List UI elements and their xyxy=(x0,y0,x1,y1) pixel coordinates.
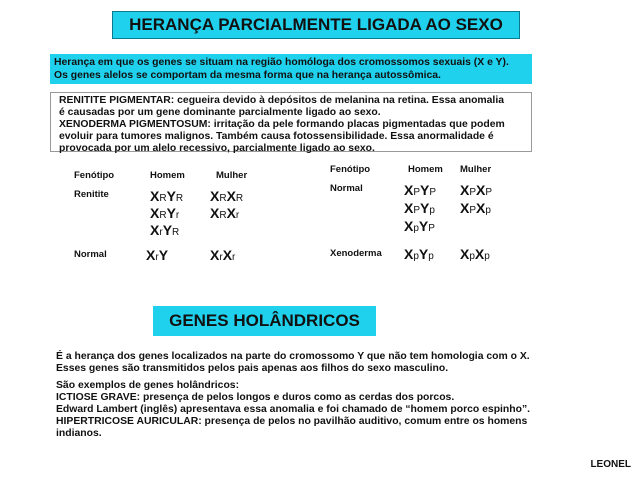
allele-letter: R xyxy=(235,193,244,204)
allele-letter: P xyxy=(485,187,493,198)
genotype xyxy=(150,205,179,221)
chromosome-letter: X xyxy=(222,247,233,263)
paragraph-line: Esses genes são transmitidos pelos pais apenas aos filhos do sexo masculino. xyxy=(56,363,449,374)
allele-letter: p xyxy=(428,251,434,262)
chromosome-letter: Y xyxy=(418,218,429,234)
chromosome-letter: Y xyxy=(420,182,430,198)
allele-letter: p xyxy=(429,205,435,216)
chromosome-letter: X xyxy=(150,222,160,238)
allele-letter: P xyxy=(469,205,477,216)
description-line: é causadas por um gene dominante parcialmente ligado ao sexo. xyxy=(59,107,381,118)
description-line: RENITITE PIGMENTAR: cegueira devido à depósitos de melanina na retina. Essa anomalia xyxy=(59,95,504,106)
chromosome-letter: X xyxy=(226,188,236,204)
chromosome-letter: X xyxy=(146,247,156,263)
chromosome-letter: X xyxy=(150,188,160,204)
chromosome-letter: Y xyxy=(158,247,169,263)
row-label: Normal xyxy=(74,249,107,260)
header-female: Mulher xyxy=(460,164,492,175)
genotype xyxy=(146,247,168,263)
genotype xyxy=(210,205,239,221)
allele-letter: P xyxy=(469,187,477,198)
allele-letter: p xyxy=(413,251,419,262)
intro-box xyxy=(50,54,532,84)
allele-letter: R xyxy=(172,227,180,238)
genotype xyxy=(460,200,491,216)
chromosome-letter: X xyxy=(404,182,414,198)
genotype xyxy=(404,182,436,198)
genotype xyxy=(150,188,183,204)
description-line: XENODERMA PIGMENTOSUM: irritação da pele formando placas pigmentadas que podem xyxy=(59,119,505,130)
allele-letter: r xyxy=(219,252,223,263)
allele-letter: R xyxy=(159,210,167,221)
chromosome-letter: Y xyxy=(166,188,176,204)
header-male: Homem xyxy=(408,164,443,175)
paragraph-line: Edward Lambert (inglês) apresentava essa anomalia e foi chamado de “homem porco espinho”. xyxy=(56,404,531,415)
row-label: Renitite xyxy=(74,189,109,200)
allele-letter: P xyxy=(413,205,421,216)
intro-line: Herança em que os genes se situam na região homóloga dos cromossomos sexuais (X e Y). xyxy=(54,57,509,68)
allele-letter: R xyxy=(159,193,167,204)
chromosome-letter: X xyxy=(404,200,414,216)
allele-letter: r xyxy=(159,227,163,238)
allele-letter: R xyxy=(219,193,227,204)
header-male: Homem xyxy=(150,170,185,181)
genotype xyxy=(460,182,492,198)
allele-letter: r xyxy=(155,252,159,263)
allele-letter: p xyxy=(485,205,491,216)
genotype xyxy=(150,222,179,238)
chromosome-letter: X xyxy=(150,205,160,221)
chromosome-letter: X xyxy=(404,246,414,262)
chromosome-letter: X xyxy=(474,246,485,262)
description-box xyxy=(50,92,532,152)
chromosome-letter: X xyxy=(210,188,220,204)
allele-letter: p xyxy=(469,251,475,262)
genotype xyxy=(404,218,435,234)
allele-letter: P xyxy=(428,223,435,234)
header-phenotype: Fenótipo xyxy=(74,170,115,181)
holandric-definition xyxy=(56,351,556,375)
allele-letter: p xyxy=(413,223,419,234)
row-label: Normal xyxy=(330,183,363,194)
holandric-title: GENES HOLÂNDRICOS xyxy=(153,306,376,336)
allele-letter: p xyxy=(484,251,490,262)
author-signature: LEONEL xyxy=(590,459,631,470)
paragraph-line: ICTIOSE GRAVE: presença de pelos longos e duros como as cerdas dos porcos. xyxy=(56,392,455,403)
description-line: evoluir para tumores malignos. Também causa fotossensibilidade. Essa anormalidade é xyxy=(59,131,494,142)
chromosome-letter: X xyxy=(476,182,486,198)
allele-letter: P xyxy=(429,187,437,198)
allele-letter: r xyxy=(232,252,236,263)
description-line: provocada por um alelo recessivo, parcialmente ligado ao sexo. xyxy=(59,143,375,154)
paragraph-line: HIPERTRICOSE AURICULAR: presença de pelos no pavilhão auditivo, comum entre os homens xyxy=(56,416,528,427)
allele-letter: P xyxy=(413,187,421,198)
page-title: HERANÇA PARCIALMENTE LIGADA AO SEXO xyxy=(112,11,520,39)
allele-letter: R xyxy=(175,193,184,204)
genotype xyxy=(404,200,435,216)
chromosome-letter: X xyxy=(210,205,220,221)
chromosome-letter: X xyxy=(460,200,470,216)
chromosome-letter: X xyxy=(476,200,486,216)
header-female: Mulher xyxy=(216,170,248,181)
header-phenotype: Fenótipo xyxy=(330,164,371,175)
chromosome-letter: Y xyxy=(418,246,429,262)
paragraph-line: É a herança dos genes localizados na parte do cromossomo Y que não tem homologia com o X. xyxy=(56,351,530,362)
genotype xyxy=(210,247,235,263)
row-label: Xenoderma xyxy=(330,248,382,259)
paragraph-line: indianos. xyxy=(56,428,102,439)
genotype xyxy=(460,246,490,262)
chromosome-letter: Y xyxy=(420,200,430,216)
intro-line: Os genes alelos se comportam da mesma forma que na herança autossômica. xyxy=(54,70,441,81)
chromosome-letter: X xyxy=(460,182,470,198)
chromosome-letter: X xyxy=(460,246,470,262)
chromosome-letter: Y xyxy=(166,205,176,221)
allele-letter: r xyxy=(235,210,240,221)
allele-letter: r xyxy=(175,210,180,221)
chromosome-letter: X xyxy=(210,247,220,263)
chromosome-letter: X xyxy=(226,205,236,221)
chromosome-letter: Y xyxy=(162,222,173,238)
genotype xyxy=(404,246,434,262)
holandric-examples xyxy=(56,380,556,440)
genotype xyxy=(210,188,243,204)
paragraph-line: São exemplos de genes holândricos: xyxy=(56,380,240,391)
allele-letter: R xyxy=(219,210,227,221)
chromosome-letter: X xyxy=(404,218,414,234)
